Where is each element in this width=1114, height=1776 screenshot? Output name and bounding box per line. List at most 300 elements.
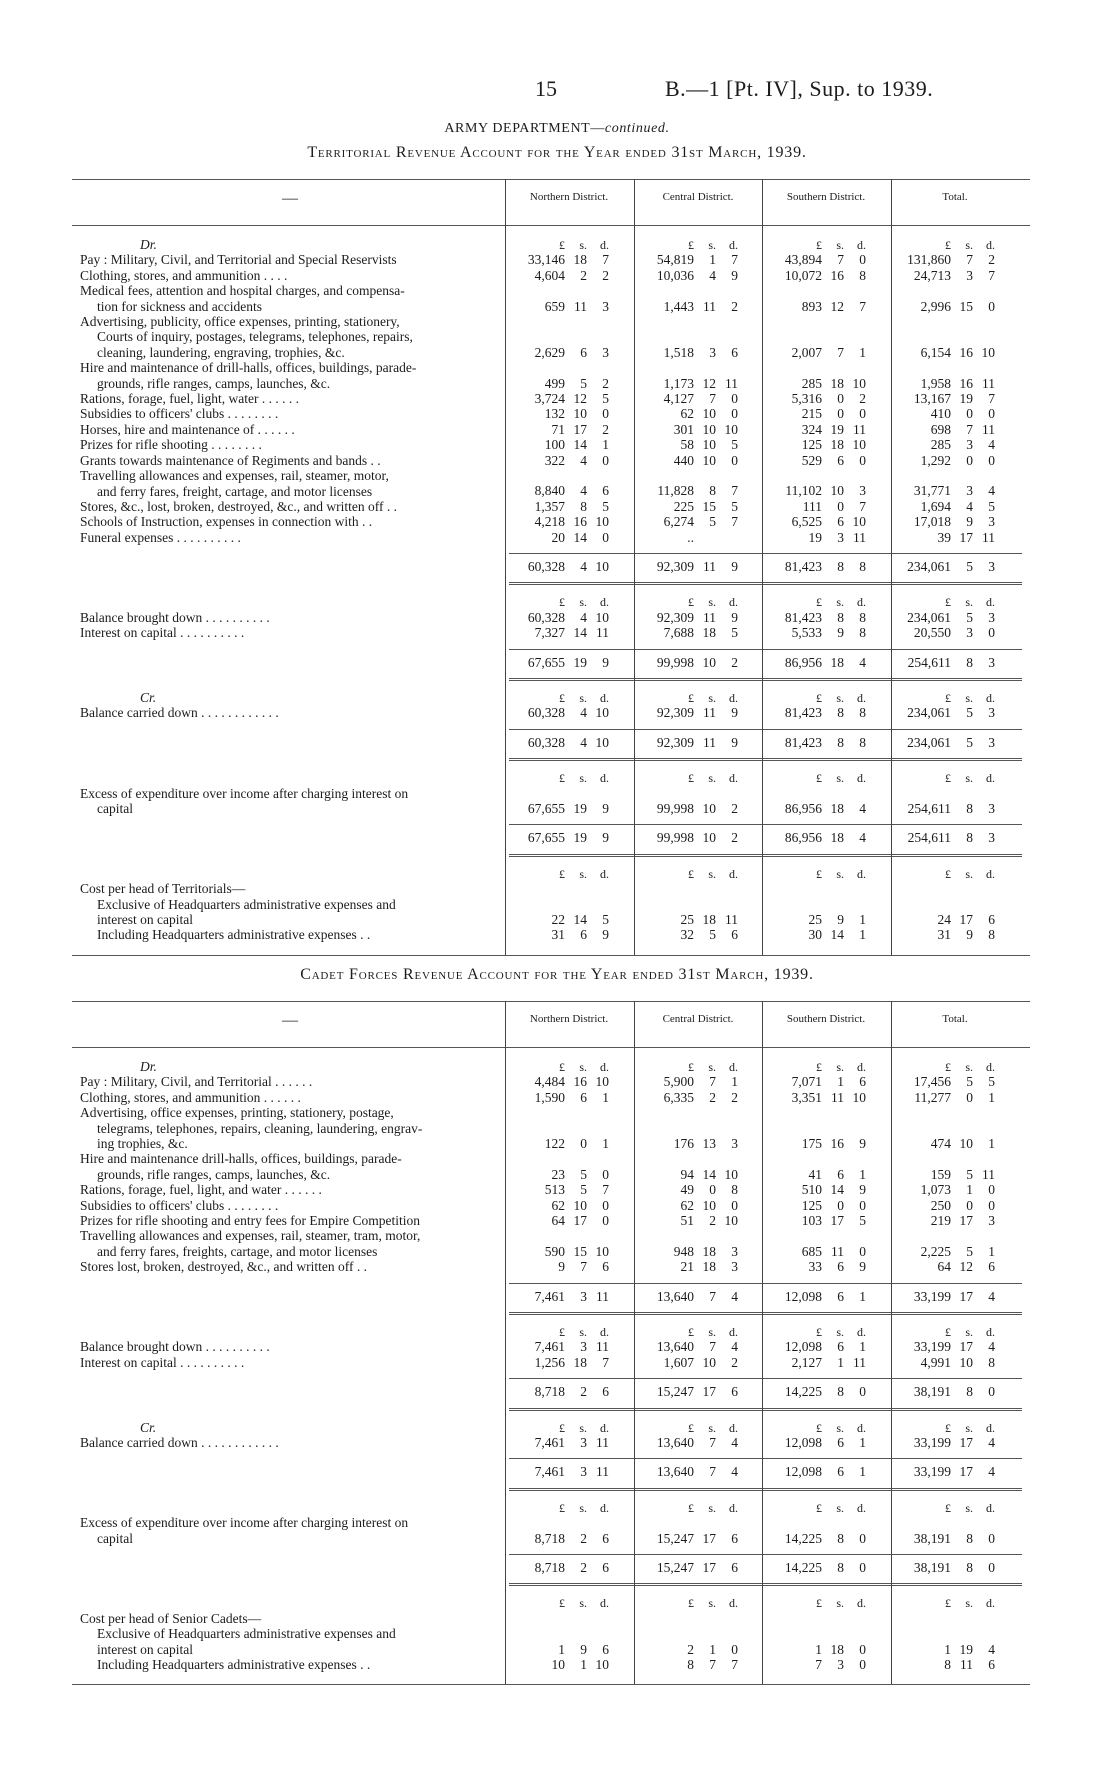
amount-cell <box>770 912 866 927</box>
total-amount-pounds: 86,956 <box>784 654 822 670</box>
currency-units-pounds: £ <box>945 866 951 881</box>
amount-pounds: 176 <box>673 1136 694 1151</box>
amount-shillings: 14 <box>830 1182 844 1198</box>
amount-pounds: 3,351 <box>791 1089 822 1105</box>
amount-pounds: 250 <box>930 1197 951 1213</box>
amount-pounds: 1,958 <box>920 375 951 391</box>
currency-units-pence: d. <box>600 1420 609 1435</box>
amount-pence: 0 <box>988 406 995 422</box>
amount-pounds: 100 <box>544 437 565 453</box>
total-cell <box>899 655 995 670</box>
amount-shillings: 11 <box>703 609 716 625</box>
amount-cell <box>899 299 995 314</box>
amount <box>513 1090 609 1105</box>
amount-pence: 8 <box>988 927 995 943</box>
amount-pounds: 125 <box>801 1197 822 1213</box>
row-label: Subsidies to officers' clubs . . . . . . . . <box>80 406 279 422</box>
amount-cell <box>770 705 866 720</box>
amount-cell <box>899 1074 995 1089</box>
amount-pounds: 41 <box>808 1166 822 1182</box>
total-cell <box>899 830 995 845</box>
currency-units-pence: d. <box>600 691 609 705</box>
total-amount-pounds: 8,718 <box>534 1384 565 1400</box>
total-amount-shillings: 7 <box>709 1464 716 1480</box>
amount <box>770 1244 866 1259</box>
row-label: Funeral expenses . . . . . . . . . . <box>80 529 241 545</box>
amount-pounds: 81,423 <box>784 705 822 721</box>
amount-pence: 0 <box>859 1243 866 1259</box>
amount <box>899 1259 995 1274</box>
amount-pence: 0 <box>859 1641 866 1657</box>
currency-units-pounds: £ <box>945 1420 951 1435</box>
row-label: Medical fees, attention and hospital charges, and compensa- <box>80 283 405 299</box>
currency-units-pounds: £ <box>559 1060 565 1074</box>
amount-shillings: 9 <box>837 912 844 927</box>
amount-pence: 7 <box>731 252 738 268</box>
total-cell <box>642 735 738 750</box>
row-label: Rations, forage, fuel, light, water . . . . . . <box>80 391 299 407</box>
amount-shillings: 17 <box>573 1213 587 1228</box>
currency-units <box>899 1420 995 1436</box>
amount-pounds: 7,688 <box>663 625 694 641</box>
currency-units-pence: d. <box>600 1325 609 1339</box>
amount-shillings: 5 <box>966 1243 973 1259</box>
amount-shillings: 0 <box>837 1197 844 1213</box>
amount-cell <box>642 625 738 640</box>
currency-units <box>899 1595 995 1611</box>
amount <box>642 1090 738 1105</box>
total-amount-pence: 1 <box>859 1288 866 1304</box>
currency-units-shillings: s. <box>965 595 973 610</box>
amount-shillings: 9 <box>837 625 844 641</box>
amount <box>513 376 609 391</box>
amount-pounds: 22 <box>551 912 565 927</box>
currency-units-pounds: £ <box>559 238 565 252</box>
units-header <box>513 594 609 610</box>
amount-shillings: 6 <box>837 1166 844 1182</box>
total-amount-pounds: 92,309 <box>656 559 694 574</box>
amount-shillings: 19 <box>959 391 973 406</box>
total-amount <box>770 830 866 845</box>
row-label: Including Headquarters administrative expenses . . <box>97 1657 371 1673</box>
total-cell <box>513 830 609 845</box>
amount-cell <box>513 514 609 529</box>
amount <box>513 801 609 816</box>
total-amount-shillings: 7 <box>709 1288 716 1304</box>
amount-shillings: 8 <box>837 705 844 721</box>
amount-pence: 7 <box>988 391 995 406</box>
amount-pounds: 440 <box>673 452 694 468</box>
amount-cell <box>513 299 609 314</box>
amount-pence: 6 <box>731 344 738 360</box>
subtotal-top-rule <box>509 729 1022 730</box>
amount-pence: 10 <box>724 1213 738 1228</box>
currency-units-pence: d. <box>857 771 866 786</box>
table-bottom-rule <box>72 955 1030 956</box>
amount-cell <box>899 1090 995 1105</box>
amount <box>642 801 738 816</box>
amount <box>513 1167 609 1182</box>
subtotal-bottom-rule <box>509 1583 1022 1584</box>
row-label: interest on capital <box>97 912 193 928</box>
spacer-line <box>80 770 500 785</box>
subtotal-top-rule <box>509 553 1022 554</box>
amount-pence: 4 <box>988 483 995 499</box>
amount-pence: 6 <box>988 912 995 927</box>
amount-shillings: 1 <box>580 1657 587 1672</box>
amount-pounds: 1,292 <box>920 452 951 468</box>
amount <box>513 912 609 927</box>
amount-cell <box>642 530 738 545</box>
amount <box>770 299 866 314</box>
amount-shillings: 18 <box>573 1354 587 1370</box>
row-label: Rations, forage, fuel, light, and water . . . . . . <box>80 1182 322 1198</box>
amount-cell <box>899 1136 995 1151</box>
amount-shillings: 2 <box>709 1089 716 1105</box>
amount-shillings: 18 <box>830 375 844 391</box>
amount-shillings: 3 <box>580 1435 587 1450</box>
amount-pounds: 2,629 <box>534 344 565 360</box>
amount-shillings: 10 <box>573 1197 587 1213</box>
amount-pence: 3 <box>988 801 995 816</box>
currency-units-shillings: s. <box>965 1420 973 1435</box>
amount-pounds: 175 <box>801 1136 822 1151</box>
units-header <box>770 1420 866 1436</box>
amount-pounds: 5,316 <box>791 391 822 406</box>
total-amount-pounds: 13,640 <box>656 1288 694 1304</box>
amount-pounds: 6,525 <box>791 514 822 530</box>
currency-units-shillings: s. <box>708 866 716 881</box>
amount-pounds: 4,604 <box>534 267 565 283</box>
currency-units-pence: d. <box>986 1420 995 1435</box>
row-label: grounds, rifle ranges, camps, launches, &c. <box>97 1166 331 1182</box>
currency-units-shillings: s. <box>708 1596 716 1611</box>
amount-shillings: 16 <box>959 344 973 360</box>
currency-units-shillings: s. <box>579 595 587 610</box>
amount-pence: 10 <box>595 1657 609 1672</box>
amount-shillings: 10 <box>702 1354 716 1370</box>
amount-pounds: 590 <box>544 1243 565 1259</box>
amount-cell <box>899 1213 995 1228</box>
total-cell <box>899 559 995 574</box>
amount-cell <box>770 530 866 545</box>
amount-cell <box>513 437 609 452</box>
amount-pence: 1 <box>859 1435 866 1450</box>
amount-pounds: 20,550 <box>913 625 951 641</box>
amount-shillings: 4 <box>580 705 587 721</box>
amount-pounds: 54,819 <box>656 252 694 268</box>
amount-pence: 0 <box>859 1197 866 1213</box>
currency-units-pence: d. <box>986 595 995 610</box>
amount-cell <box>642 1642 738 1657</box>
total-amount <box>513 1464 609 1479</box>
amount-pence: 2 <box>731 801 738 816</box>
column-header: Central District. <box>662 1013 734 1025</box>
amount-pounds: .. <box>687 529 694 545</box>
table-bottom-rule <box>72 1684 1030 1685</box>
currency-units <box>899 770 995 786</box>
credit-heading: Cr. <box>140 1419 157 1435</box>
amount-cell <box>899 1435 995 1450</box>
total-amount-pence: 0 <box>859 1560 866 1575</box>
amount-pence: 5 <box>602 912 609 927</box>
units-header <box>642 1595 738 1611</box>
amount-shillings: 18 <box>830 801 844 816</box>
credit-heading: Cr. <box>140 690 157 705</box>
total-cell <box>770 1560 866 1575</box>
currency-units-pounds: £ <box>816 1060 822 1074</box>
amount-pounds: 33,199 <box>913 1339 951 1355</box>
amount-pounds: 60,328 <box>527 705 565 721</box>
amount-pence: 2 <box>602 421 609 437</box>
amount-pounds: 33 <box>808 1259 822 1275</box>
currency-units <box>899 237 995 253</box>
amount-shillings: 11 <box>574 298 587 314</box>
amount <box>642 1167 738 1182</box>
amount <box>899 1213 995 1228</box>
amount-pence: 3 <box>602 298 609 314</box>
total-amount-shillings: 8 <box>837 1384 844 1400</box>
amount <box>642 1355 738 1370</box>
total-cell <box>899 1289 995 1304</box>
currency-units <box>770 237 866 253</box>
currency-units-shillings: s. <box>579 1060 587 1074</box>
spacer-line <box>80 1595 500 1610</box>
total-amount <box>642 1560 738 1575</box>
amount-shillings: 8 <box>966 801 973 816</box>
row-label: Prizes for rifle shooting . . . . . . . . <box>80 437 262 453</box>
amount-pence: 3 <box>988 514 995 530</box>
amount-cell <box>513 1244 609 1259</box>
amount-pence: 0 <box>988 625 995 641</box>
amount-cell <box>642 705 738 720</box>
total-amount <box>899 655 995 670</box>
amount-pounds: 215 <box>801 406 822 422</box>
units-header <box>770 237 866 253</box>
amount-pence: 5 <box>731 437 738 453</box>
amount-pence: 11 <box>596 1339 609 1355</box>
total-cell <box>513 1289 609 1304</box>
amount <box>899 252 995 267</box>
currency-units <box>513 1324 609 1340</box>
amount-shillings: 5 <box>580 375 587 391</box>
amount-cell <box>642 499 738 514</box>
units-header <box>899 1500 995 1516</box>
units-header <box>642 690 738 706</box>
amount-shillings: 16 <box>830 267 844 283</box>
units-header <box>770 594 866 610</box>
amount <box>513 299 609 314</box>
amount-shillings: 10 <box>573 406 587 422</box>
spacer-line <box>80 594 500 609</box>
column-header: Total. <box>942 191 968 203</box>
amount-pounds: 49 <box>680 1182 694 1198</box>
amount-pence: 10 <box>595 609 609 625</box>
currency-units-pence: d. <box>729 1596 738 1611</box>
units-header <box>899 237 995 253</box>
currency-units <box>642 237 738 253</box>
column-divider <box>634 1001 635 1684</box>
amount-pounds: 99,998 <box>656 801 694 816</box>
amount <box>899 1090 995 1105</box>
amount-shillings: 8 <box>837 1530 844 1546</box>
total-amount-pounds: 254,611 <box>907 830 951 846</box>
amount <box>642 376 738 391</box>
amount <box>642 422 738 437</box>
amount-shillings: 14 <box>573 625 587 641</box>
amount-pence: 11 <box>725 912 738 927</box>
total-amount-pence: 9 <box>731 734 738 750</box>
section-descriptions <box>80 690 500 721</box>
amount-pounds: 92,309 <box>656 705 694 721</box>
amount-pence: 8 <box>731 1182 738 1198</box>
amount <box>513 625 609 640</box>
amount-cell <box>899 801 995 816</box>
amount-cell <box>513 1259 609 1274</box>
amount-cell <box>642 1244 738 1259</box>
amount-pounds: 14,225 <box>784 1530 822 1546</box>
amount-pounds: 1,590 <box>534 1089 565 1105</box>
amount-pounds: 234,061 <box>907 609 951 625</box>
total-amount-pence: 6 <box>731 1384 738 1400</box>
amount-pence: 7 <box>731 514 738 530</box>
amount-shillings: 6 <box>837 1339 844 1355</box>
total-amount-pounds: 33,199 <box>913 1288 951 1304</box>
currency-units-pounds: £ <box>688 1596 694 1611</box>
amount-pence: 11 <box>725 375 738 391</box>
units-header <box>770 1595 866 1611</box>
amount-cell <box>642 453 738 468</box>
amount-pounds: 62 <box>680 406 694 422</box>
amount-shillings: 1 <box>837 1074 844 1090</box>
amount-shillings: 9 <box>966 514 973 530</box>
amount-pence: 1 <box>988 1136 995 1151</box>
row-label: Stores lost, broken, destroyed, &c., and written off . . <box>80 1259 367 1275</box>
units-header <box>770 1324 866 1340</box>
amount <box>899 499 995 514</box>
amount-pence: 8 <box>859 705 866 721</box>
amount-pence: 5 <box>988 1074 995 1090</box>
amount-cell <box>899 453 995 468</box>
total-amount <box>642 830 738 845</box>
amount-pence: 7 <box>731 483 738 499</box>
total-amount-shillings: 11 <box>703 559 716 574</box>
units-header <box>513 1420 609 1436</box>
amount <box>770 927 866 942</box>
amount-pence: 10 <box>595 1243 609 1259</box>
total-amount <box>513 830 609 845</box>
amount-shillings: 0 <box>837 498 844 514</box>
header-bottom-rule <box>72 1047 1030 1048</box>
amount-cell <box>513 912 609 927</box>
amount-pence: 2 <box>731 298 738 314</box>
total-amount-shillings: 5 <box>966 734 973 750</box>
amount-pence: 3 <box>731 1243 738 1259</box>
amount-pence: 1 <box>602 1136 609 1151</box>
amount <box>899 1244 995 1259</box>
amount-pounds: 1,694 <box>920 498 951 514</box>
amount-cell <box>770 1355 866 1370</box>
amount-cell <box>642 406 738 421</box>
amount <box>642 705 738 720</box>
currency-units-pounds: £ <box>945 1500 951 1515</box>
amount-cell <box>770 514 866 529</box>
amount-pounds: 1,518 <box>663 344 694 360</box>
section-descriptions <box>80 1595 500 1672</box>
currency-units-pounds: £ <box>816 691 822 705</box>
currency-units-shillings: s. <box>708 771 716 786</box>
currency-units <box>642 1059 738 1075</box>
amount <box>899 483 995 498</box>
amount-shillings: 17 <box>959 1435 973 1450</box>
amount-cell <box>513 1531 609 1546</box>
amount-pounds: 254,611 <box>907 801 951 816</box>
units-header <box>770 690 866 706</box>
spacer-line <box>80 1324 500 1339</box>
amount-shillings: 16 <box>573 514 587 530</box>
amount <box>770 1657 866 1672</box>
subtotal-double-rule <box>509 760 1022 761</box>
amount-pence: 11 <box>982 421 995 437</box>
amount <box>513 422 609 437</box>
amount-pounds: 510 <box>801 1182 822 1198</box>
amount-cell <box>770 1182 866 1197</box>
currency-units-pence: d. <box>857 1596 866 1611</box>
total-amount <box>899 735 995 750</box>
row-label: Courts of inquiry, postages, telegrams, telephones, repairs, <box>97 329 413 345</box>
currency-units-pence: d. <box>600 595 609 610</box>
amount-cell <box>513 1136 609 1151</box>
currency-units-shillings: s. <box>965 238 973 252</box>
currency-units-pounds: £ <box>559 1420 565 1435</box>
total-amount-shillings: 2 <box>580 1560 587 1575</box>
total-amount-shillings: 4 <box>580 734 587 750</box>
amount-cell <box>899 1339 995 1354</box>
amount-cell <box>642 1182 738 1197</box>
amount-cell <box>513 705 609 720</box>
total-amount-pence: 4 <box>859 830 866 846</box>
amount-pence: 0 <box>988 1197 995 1213</box>
amount-shillings: 7 <box>709 1339 716 1355</box>
total-amount <box>899 559 995 574</box>
amount-shillings: 2 <box>580 267 587 283</box>
currency-units-shillings: s. <box>965 1596 973 1611</box>
amount <box>899 625 995 640</box>
stub-header: — <box>282 190 298 207</box>
amount-pounds: 31 <box>551 927 565 943</box>
amount-cell <box>513 453 609 468</box>
amount-pounds: 31 <box>937 927 951 943</box>
amount <box>642 1182 738 1197</box>
amount-cell <box>899 406 995 421</box>
amount-pence: 7 <box>602 1182 609 1198</box>
total-amount-pounds: 15,247 <box>656 1560 694 1575</box>
amount-pence: 0 <box>602 1166 609 1182</box>
amount <box>899 437 995 452</box>
amount-pounds: 4,127 <box>663 391 694 406</box>
currency-units-pounds: £ <box>816 238 822 252</box>
amount-pounds: 94 <box>680 1166 694 1182</box>
currency-units-pounds: £ <box>945 1596 951 1611</box>
currency-units <box>513 866 609 882</box>
total-amount-shillings: 19 <box>573 654 587 670</box>
total-amount-pence: 6 <box>602 1384 609 1400</box>
amount-pence: 3 <box>731 1259 738 1275</box>
amount-pence: 11 <box>853 421 866 437</box>
amount-pounds: 58 <box>680 437 694 453</box>
amount-shillings: 13 <box>702 1136 716 1151</box>
currency-units <box>899 594 995 610</box>
